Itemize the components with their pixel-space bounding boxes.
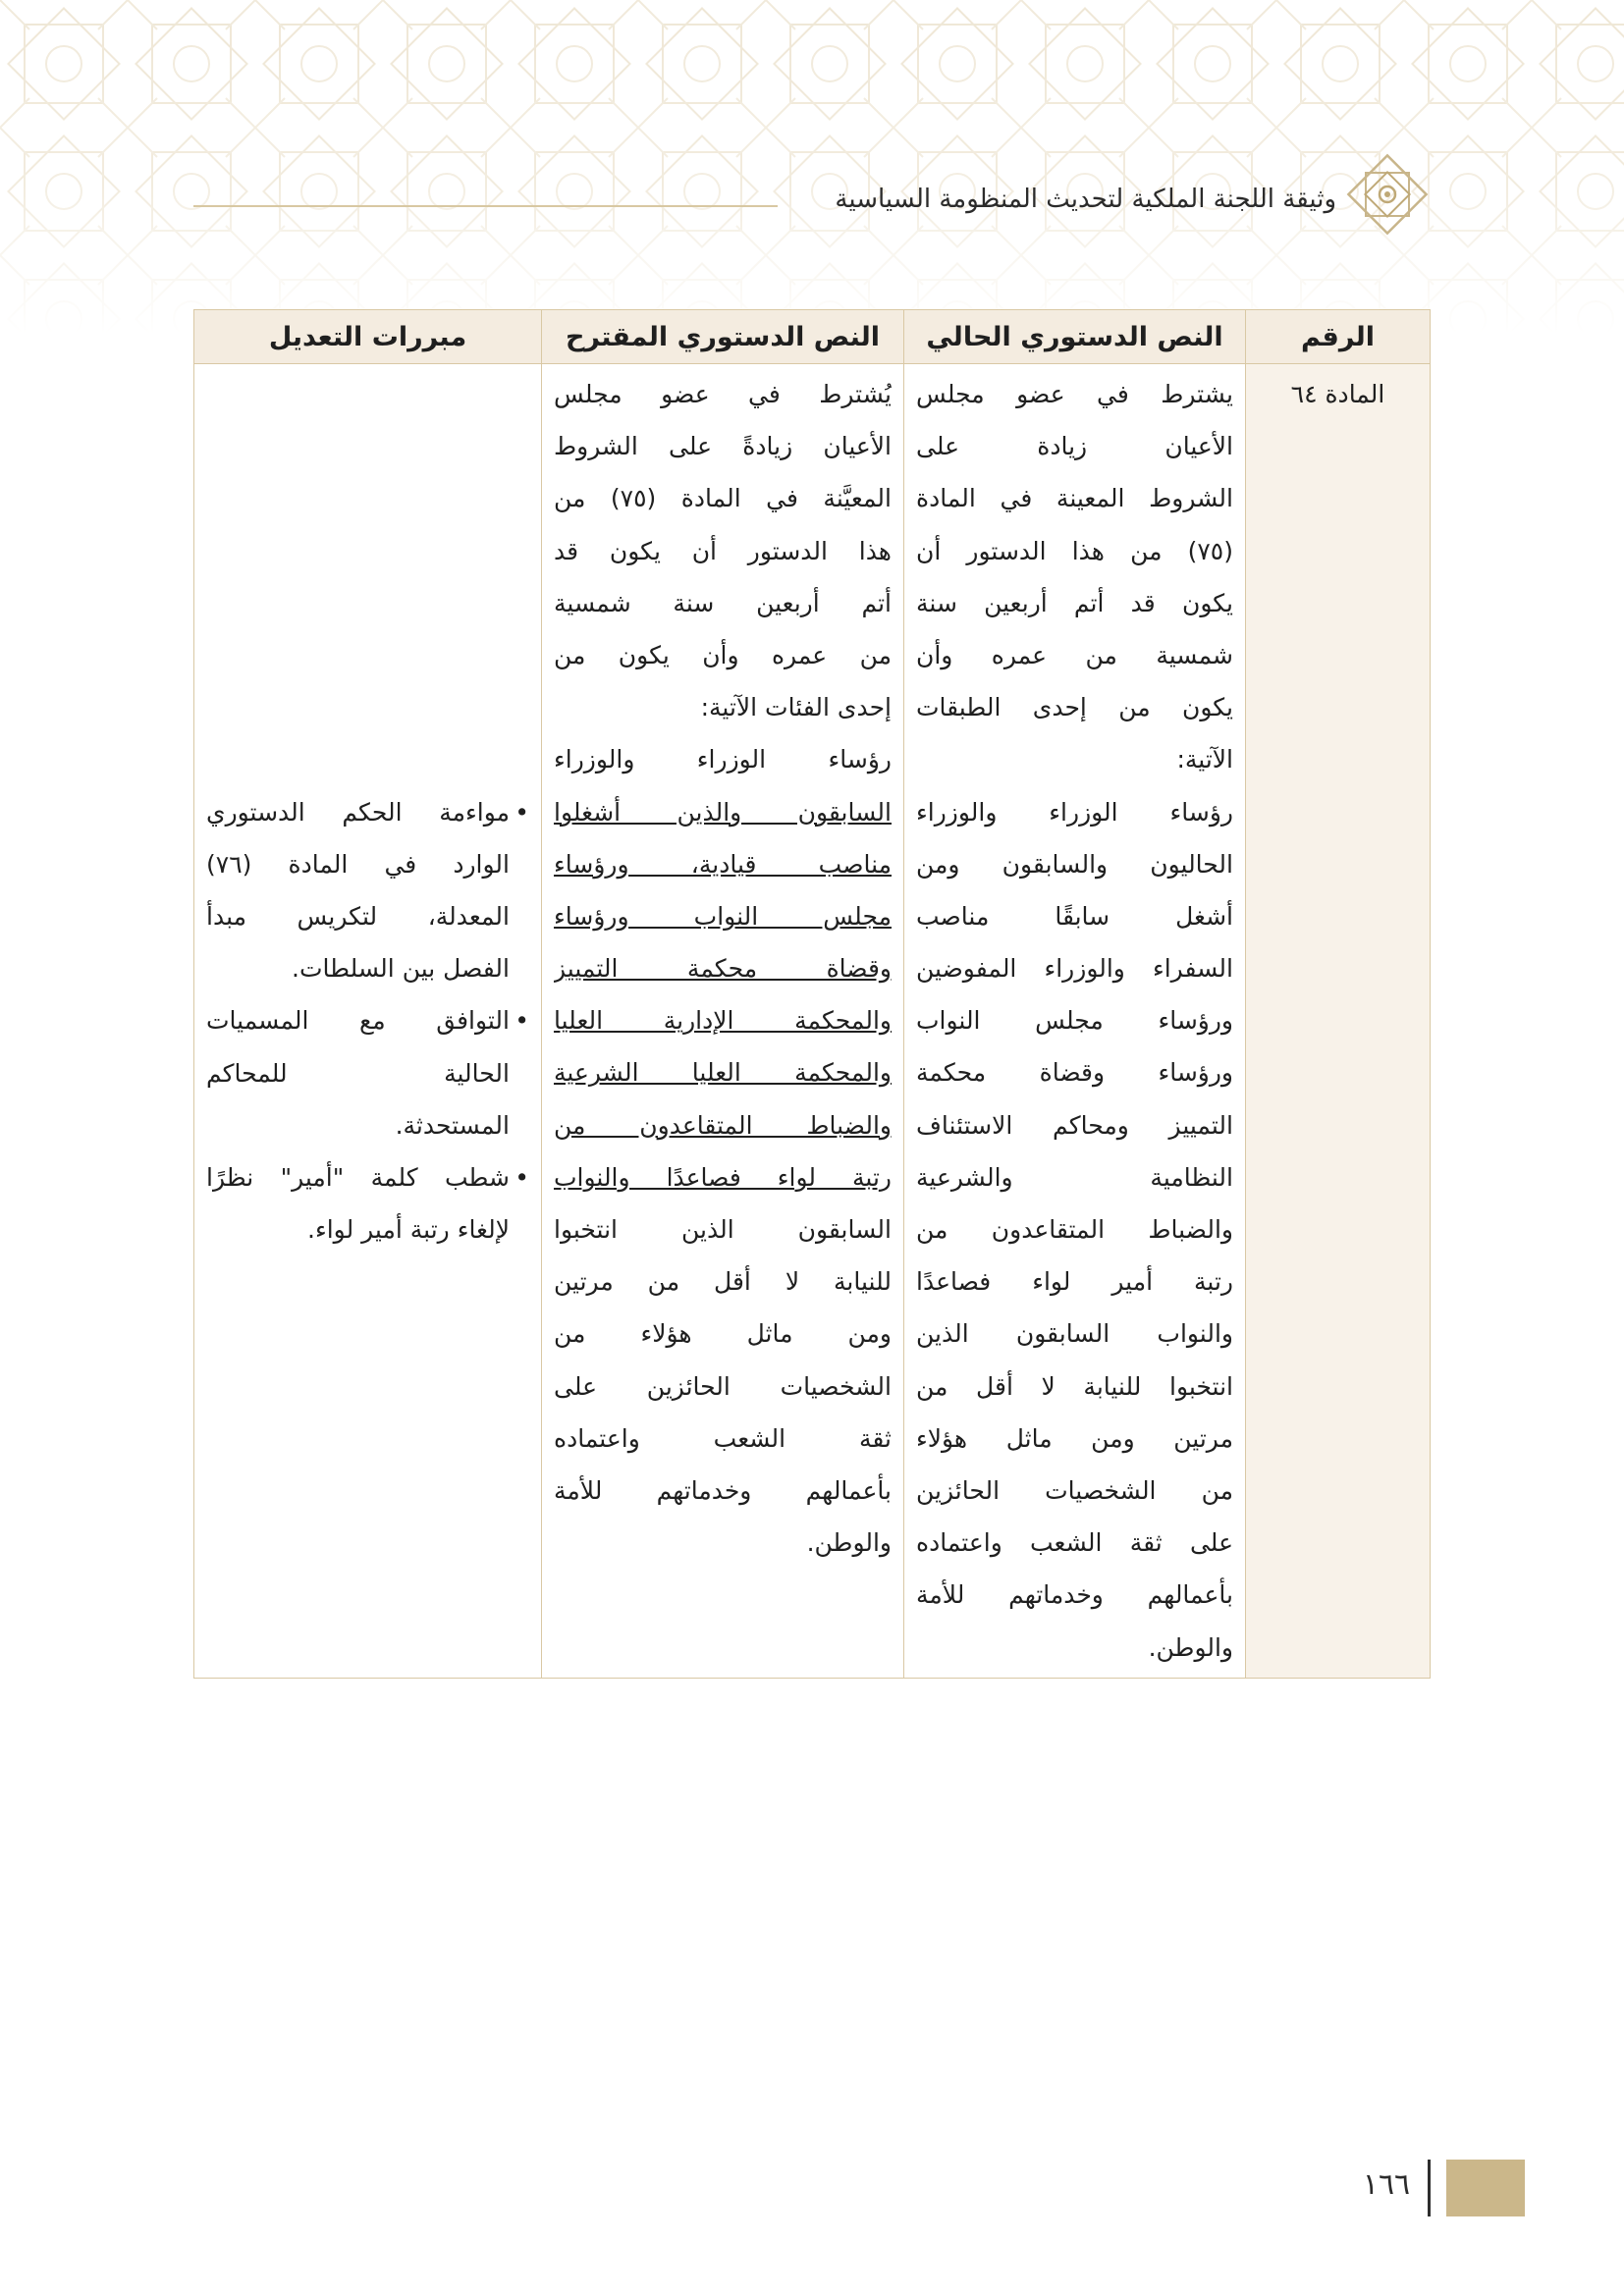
col-header-number: الرقم bbox=[1246, 310, 1431, 364]
justification-line: • شطب كلمة "أمير" نظرًا bbox=[206, 1162, 510, 1192]
col-header-proposed-text: النص الدستوري المقترح bbox=[542, 310, 904, 364]
justification-item bbox=[206, 994, 529, 1151]
current-text-line: النظامية والشرعية bbox=[916, 1162, 1233, 1192]
footer-separator bbox=[1428, 2160, 1431, 2216]
proposed-text-line: المعيَّنة في المادة (٧٥) من bbox=[554, 484, 892, 513]
table-row bbox=[194, 364, 1431, 1679]
proposed-text-line: هذا الدستور أن يكون قد bbox=[554, 536, 892, 565]
proposed-text-line: والمحكمة العليا الشرعية bbox=[554, 1058, 892, 1088]
page-number: ١٦٦ bbox=[1362, 2167, 1411, 2202]
current-text-line: يشترط في عضو مجلس bbox=[916, 380, 1233, 408]
justification-line: • التوافق مع المسميات bbox=[206, 1006, 510, 1036]
proposed-text-line: مجلس النواب ورؤساء bbox=[554, 901, 892, 931]
proposed-text-line: الأعيان زيادةً على الشروط bbox=[554, 432, 892, 461]
proposed-text-line: رؤساء الوزراء والوزراء bbox=[554, 745, 892, 774]
proposed-text-line: مناصب قيادية، ورؤساء bbox=[554, 849, 892, 879]
proposed-text-line: إحدى الفئات الآتية: bbox=[700, 693, 892, 722]
current-text-line: السفراء والوزراء المفوضين bbox=[916, 954, 1233, 984]
current-text-line: أشغل سابقًا مناصب bbox=[916, 901, 1233, 931]
current-text-line: ورؤساء مجلس النواب bbox=[916, 1006, 1233, 1036]
current-text-line: الشروط المعينة في المادة bbox=[916, 484, 1233, 513]
constitution-table bbox=[193, 309, 1431, 1679]
justification-line: الفصل بين السلطات. bbox=[292, 954, 510, 984]
justification-item bbox=[206, 786, 529, 995]
proposed-text-line: وقضاة محكمة التمييز bbox=[554, 954, 892, 984]
proposed-text-line: من عمره وأن يكون من bbox=[554, 640, 892, 669]
justification-item bbox=[206, 1151, 529, 1255]
col-header-justification: مبررات التعديل bbox=[194, 310, 542, 364]
current-text-line: (٧٥) من هذا الدستور أن bbox=[916, 536, 1233, 565]
article-number-cell bbox=[1246, 364, 1431, 1679]
justification-spacer bbox=[206, 368, 529, 786]
current-text-line: على ثقة الشعب واعتماده bbox=[916, 1528, 1233, 1558]
current-text-line: يكون قد أتم أربعين سنة bbox=[916, 588, 1233, 617]
current-text-line: يكون من إحدى الطبقات bbox=[916, 693, 1233, 722]
proposed-text-line: والضباط المتقاعدون من bbox=[554, 1110, 892, 1140]
current-text-line: الأعيان زيادة على bbox=[916, 432, 1233, 461]
footer-accent-block bbox=[1446, 2160, 1525, 2216]
justification-line: المعدلة، لتكريس مبدأ bbox=[206, 901, 510, 931]
table-header-row bbox=[194, 310, 1431, 364]
proposed-text-line: والوطن. bbox=[806, 1528, 892, 1558]
current-text-line: بأعمالهم وخدماتهم للأمة bbox=[916, 1580, 1233, 1610]
current-text-line: الآتية: bbox=[1176, 745, 1233, 774]
current-text-line: والضباط المتقاعدون من bbox=[916, 1215, 1233, 1244]
proposed-text-line: أتم أربعين سنة شمسية bbox=[554, 588, 892, 617]
proposed-text-line: السابقون والذين أشغلوا bbox=[554, 797, 892, 827]
col-header-current-text: النص الدستوري الحالي bbox=[904, 310, 1246, 364]
justification-line: الحالية للمحاكم bbox=[206, 1058, 510, 1088]
page-header bbox=[193, 177, 1431, 236]
current-text-cell bbox=[904, 364, 1246, 1679]
current-text-line: شمسية من عمره وأن bbox=[916, 640, 1233, 669]
proposed-text-line: رتبة لواء فصاعدًا والنواب bbox=[554, 1162, 892, 1192]
document-title: وثيقة اللجنة الملكية لتحديث المنظومة السياسية bbox=[835, 185, 1336, 214]
justification-cell bbox=[194, 364, 542, 1679]
current-text-line: الحاليون والسابقون ومن bbox=[916, 849, 1233, 879]
justification-line: لإلغاء رتبة أمير لواء. bbox=[307, 1215, 510, 1245]
current-text-line: ورؤساء وقضاة محكمة bbox=[916, 1058, 1233, 1088]
proposed-text-line: ومن ماثل هؤلاء من bbox=[554, 1319, 892, 1349]
proposed-text-line: ثقة الشعب واعتماده bbox=[554, 1423, 892, 1453]
justification-list bbox=[206, 786, 529, 1256]
current-text-line: انتخبوا للنيابة لا أقل من bbox=[916, 1371, 1233, 1401]
committee-logo-icon bbox=[1344, 151, 1431, 238]
current-text-line: من الشخصيات الحائزين bbox=[916, 1475, 1233, 1505]
proposed-text-cell bbox=[542, 364, 904, 1679]
proposed-text-line: الشخصيات الحائزين على bbox=[554, 1371, 892, 1401]
header-divider bbox=[193, 205, 778, 207]
justification-line: المستحدثة. bbox=[395, 1110, 510, 1140]
current-text-line: التمييز ومحاكم الاستئناف bbox=[916, 1110, 1233, 1140]
proposed-text-line: يُشترط في عضو مجلس bbox=[554, 380, 892, 408]
justification-line: • مواءمة الحكم الدستوري bbox=[206, 797, 510, 827]
proposed-text-line: بأعمالهم وخدماتهم للأمة bbox=[554, 1475, 892, 1505]
current-text-line: والنواب السابقون الذين bbox=[916, 1319, 1233, 1349]
article-number: المادة ٦٤ bbox=[1290, 380, 1385, 408]
current-text-line: مرتين ومن ماثل هؤلاء bbox=[916, 1423, 1233, 1453]
proposed-text-line: للنيابة لا أقل من مرتين bbox=[554, 1267, 892, 1297]
current-text-line: رتبة أمير لواء فصاعدًا bbox=[916, 1267, 1233, 1297]
proposed-text-line: والمحكمة الإدارية العليا bbox=[554, 1006, 892, 1036]
current-text-line: رؤساء الوزراء والوزراء bbox=[916, 797, 1233, 827]
justification-line: الوارد في المادة (٧٦) bbox=[206, 849, 510, 879]
current-text-line: والوطن. bbox=[1148, 1632, 1233, 1662]
proposed-text-line: السابقون الذين انتخبوا bbox=[554, 1215, 892, 1244]
